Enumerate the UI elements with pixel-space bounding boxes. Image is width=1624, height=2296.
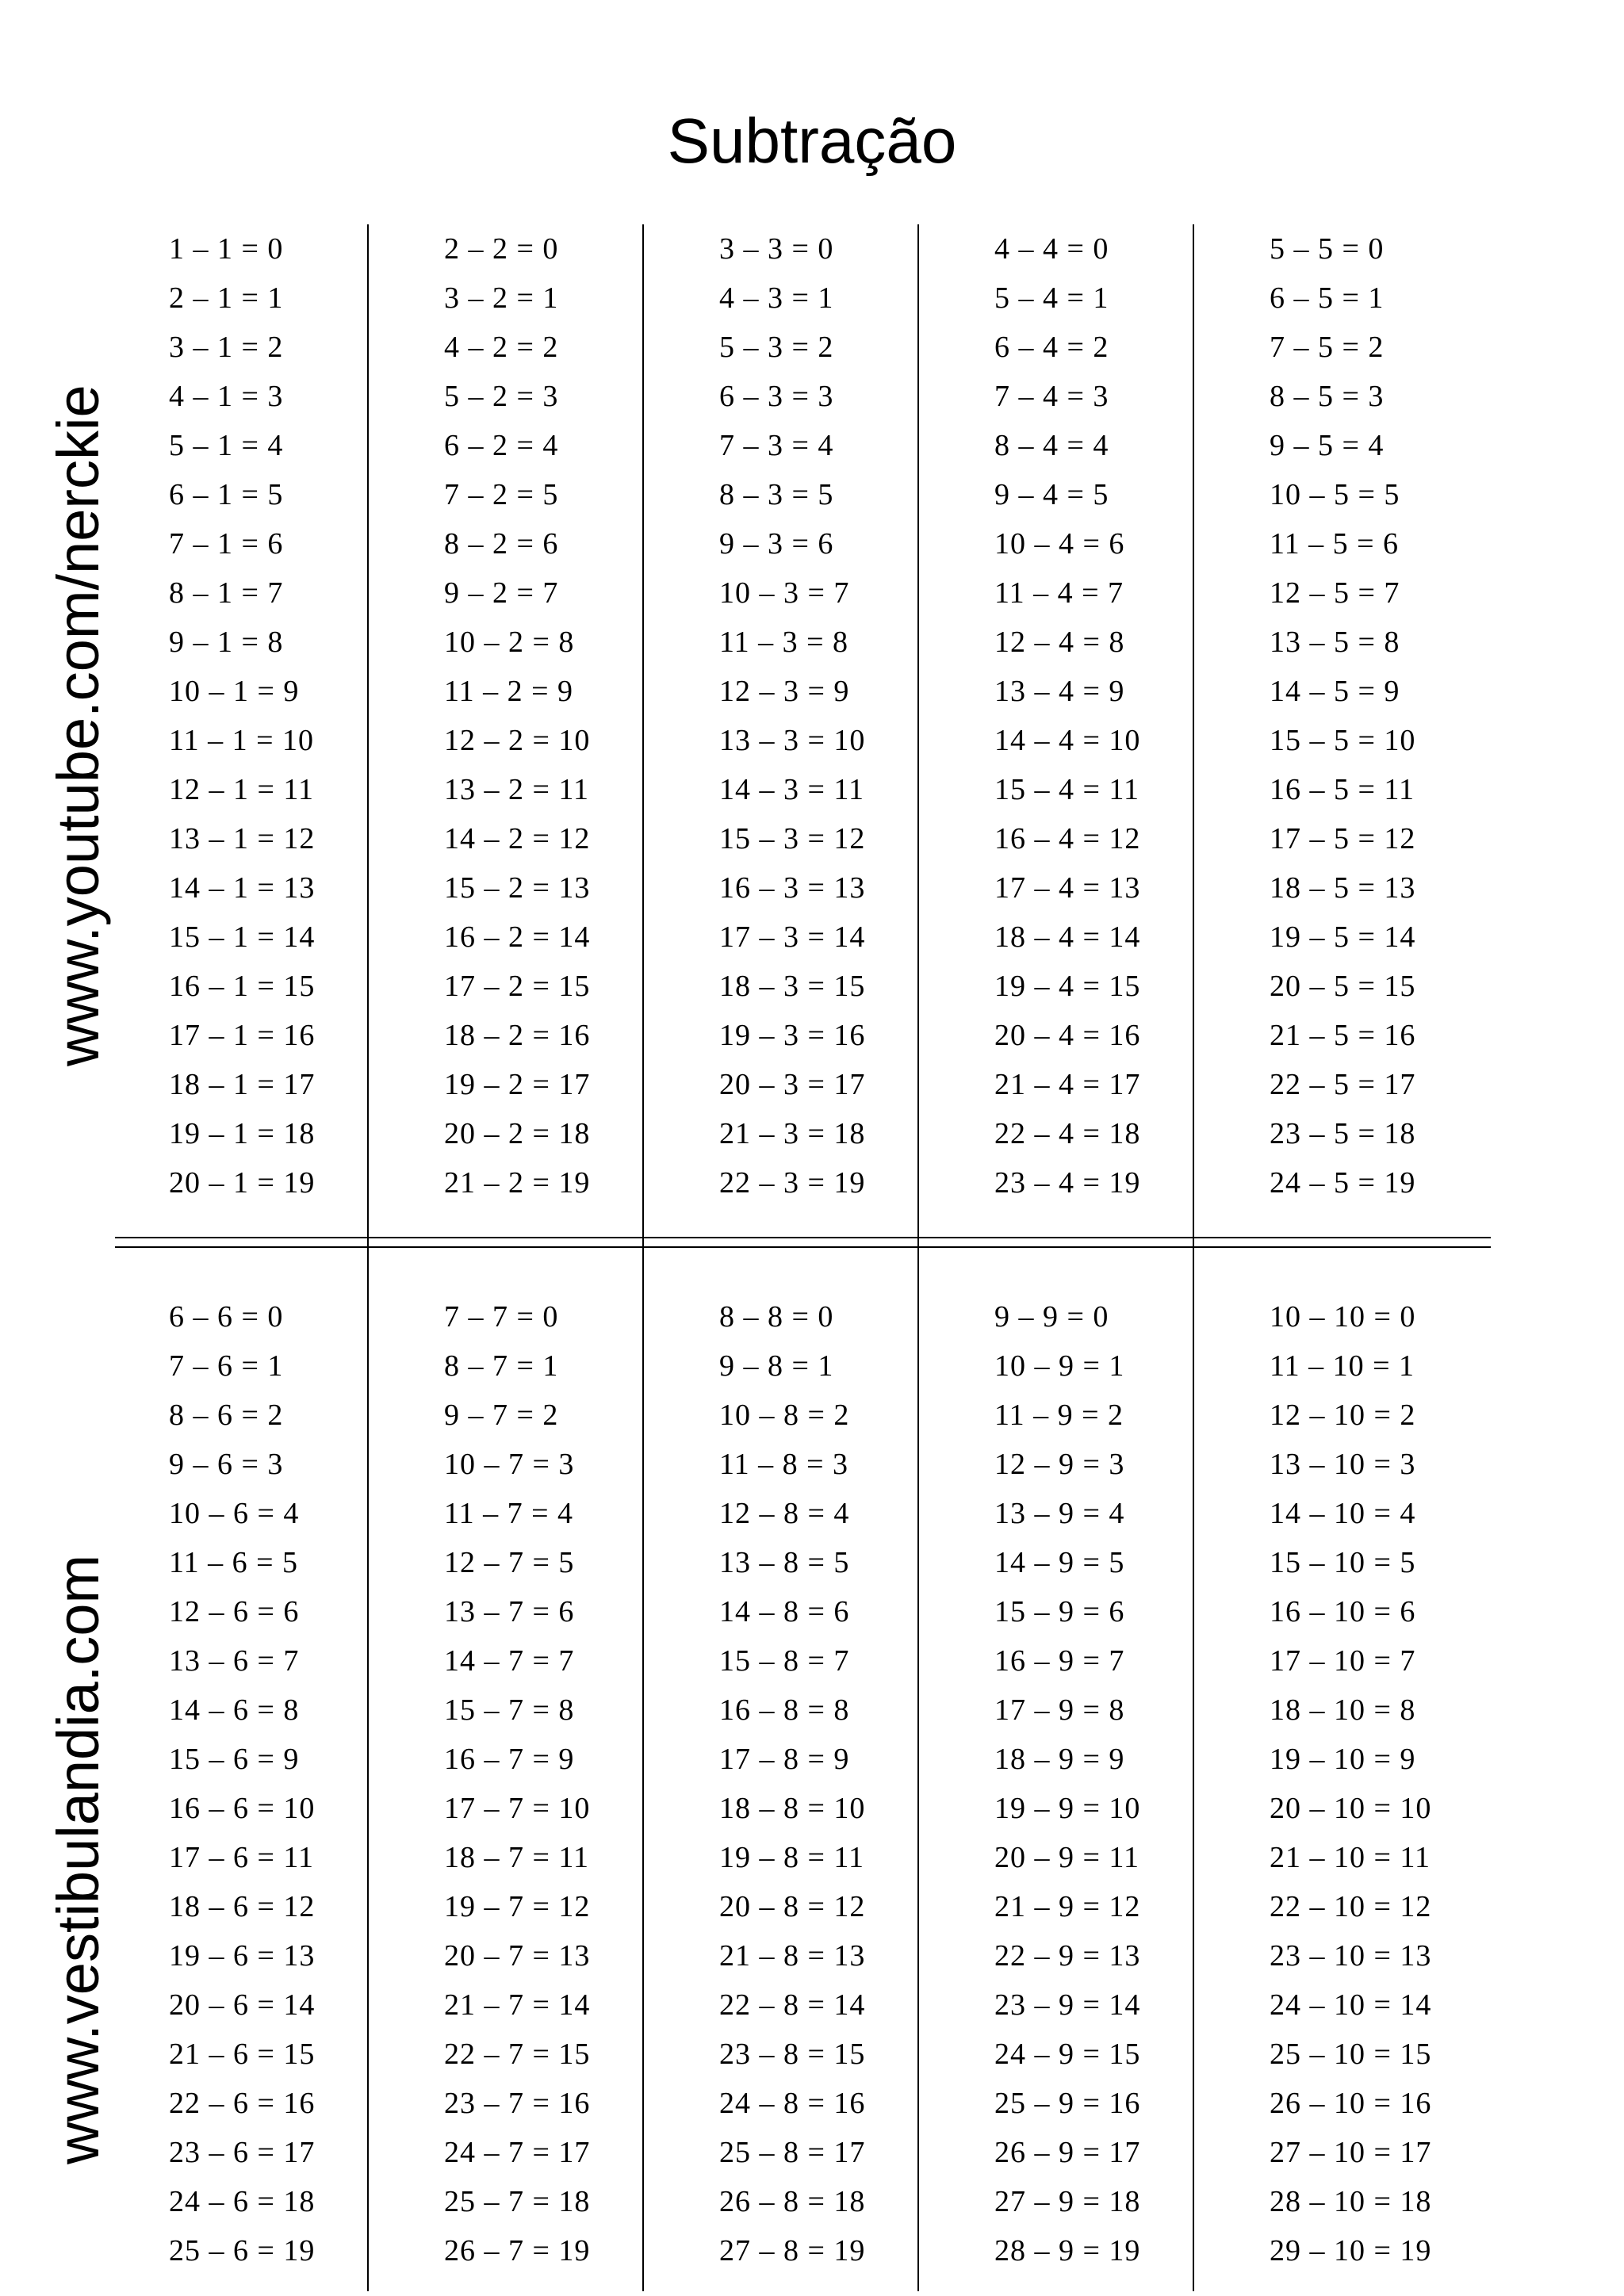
equation: 23 – 6 = 17 bbox=[169, 2136, 316, 2169]
equation: 4 – 3 = 1 bbox=[719, 281, 834, 315]
equation: 10 – 8 = 2 bbox=[719, 1399, 850, 1432]
equation: 9 – 7 = 2 bbox=[444, 1399, 559, 1432]
equation: 13 – 10 = 3 bbox=[1270, 1448, 1416, 1481]
equation: 25 – 9 = 16 bbox=[994, 2087, 1141, 2120]
equation: 11 – 8 = 3 bbox=[719, 1448, 849, 1481]
equation: 17 – 10 = 7 bbox=[1270, 1644, 1416, 1678]
equation: 19 – 8 = 11 bbox=[719, 1841, 865, 1874]
column-separator bbox=[1193, 224, 1194, 1255]
equation: 24 – 10 = 14 bbox=[1270, 1988, 1432, 2022]
equation: 11 – 6 = 5 bbox=[169, 1546, 299, 1579]
equation: 10 – 10 = 0 bbox=[1270, 1300, 1416, 1334]
equation: 16 – 1 = 15 bbox=[169, 970, 316, 1003]
equation: 3 – 2 = 1 bbox=[444, 281, 559, 315]
equation: 9 – 3 = 6 bbox=[719, 527, 834, 561]
equation: 5 – 3 = 2 bbox=[719, 331, 834, 364]
column-separator bbox=[367, 224, 369, 1255]
equation: 29 – 10 = 19 bbox=[1270, 2234, 1432, 2267]
equation: 16 – 3 = 13 bbox=[719, 871, 866, 905]
equation: 12 – 3 = 9 bbox=[719, 675, 850, 708]
equation: 13 – 2 = 11 bbox=[444, 773, 590, 806]
equation: 13 – 7 = 6 bbox=[444, 1595, 575, 1628]
equation: 12 – 9 = 3 bbox=[994, 1448, 1125, 1481]
equation: 21 – 8 = 13 bbox=[719, 1939, 866, 1973]
equation: 2 – 1 = 1 bbox=[169, 281, 284, 315]
equation: 15 – 8 = 7 bbox=[719, 1644, 850, 1678]
equation: 9 – 4 = 5 bbox=[994, 478, 1109, 511]
equation: 23 – 7 = 16 bbox=[444, 2087, 591, 2120]
equation: 13 – 4 = 9 bbox=[994, 675, 1125, 708]
page-title: Subtração bbox=[667, 105, 957, 176]
equation: 17 – 7 = 10 bbox=[444, 1792, 591, 1825]
equation: 6 – 4 = 2 bbox=[994, 331, 1109, 364]
equation: 6 – 3 = 3 bbox=[719, 380, 834, 413]
equation: 10 – 6 = 4 bbox=[169, 1497, 300, 1530]
equation: 5 – 4 = 1 bbox=[994, 281, 1109, 315]
equation: 18 – 4 = 14 bbox=[994, 920, 1141, 954]
equation: 6 – 1 = 5 bbox=[169, 478, 284, 511]
subtraction-table-bottom bbox=[115, 1292, 1491, 2275]
equation: 13 – 9 = 4 bbox=[994, 1497, 1125, 1530]
equation: 14 – 1 = 13 bbox=[169, 871, 316, 905]
equation: 17 – 3 = 14 bbox=[719, 920, 866, 954]
equation: 14 – 7 = 7 bbox=[444, 1644, 575, 1678]
equation-column bbox=[1216, 1292, 1491, 2275]
equation: 5 – 1 = 4 bbox=[169, 429, 284, 462]
equation: 20 – 9 = 11 bbox=[994, 1841, 1140, 1874]
equation: 11 – 7 = 4 bbox=[444, 1497, 574, 1530]
equation: 27 – 9 = 18 bbox=[994, 2185, 1141, 2218]
equation: 22 – 10 = 12 bbox=[1270, 1890, 1432, 1923]
equation: 20 – 3 = 17 bbox=[719, 1068, 866, 1101]
equation: 12 – 5 = 7 bbox=[1270, 576, 1400, 610]
equation-column bbox=[390, 224, 665, 1207]
equation: 26 – 8 = 18 bbox=[719, 2185, 866, 2218]
equation: 16 – 8 = 8 bbox=[719, 1693, 850, 1727]
equation: 18 – 8 = 10 bbox=[719, 1792, 866, 1825]
equation: 21 – 10 = 11 bbox=[1270, 1841, 1431, 1874]
equation: 7 – 5 = 2 bbox=[1270, 331, 1385, 364]
section-divider bbox=[115, 1246, 1491, 1248]
equation: 20 – 2 = 18 bbox=[444, 1117, 591, 1150]
column-separator bbox=[1193, 1249, 1194, 2291]
equation: 23 – 5 = 18 bbox=[1270, 1117, 1416, 1150]
column-separator bbox=[917, 1249, 919, 2291]
equation: 10 – 4 = 6 bbox=[994, 527, 1125, 561]
equation: 9 – 8 = 1 bbox=[719, 1349, 834, 1383]
equation: 16 – 7 = 9 bbox=[444, 1743, 575, 1776]
equation: 24 – 7 = 17 bbox=[444, 2136, 591, 2169]
equation-column bbox=[1216, 224, 1491, 1207]
equation: 14 – 10 = 4 bbox=[1270, 1497, 1416, 1530]
equation: 17 – 4 = 13 bbox=[994, 871, 1141, 905]
equation: 20 – 7 = 13 bbox=[444, 1939, 591, 1973]
equation: 18 – 5 = 13 bbox=[1270, 871, 1416, 905]
equation: 18 – 1 = 17 bbox=[169, 1068, 316, 1101]
equation: 20 – 4 = 16 bbox=[994, 1019, 1141, 1052]
equation: 15 – 10 = 5 bbox=[1270, 1546, 1416, 1579]
equation: 21 – 7 = 14 bbox=[444, 1988, 591, 2022]
equation: 14 – 5 = 9 bbox=[1270, 675, 1400, 708]
equation: 13 – 8 = 5 bbox=[719, 1546, 850, 1579]
equation: 15 – 2 = 13 bbox=[444, 871, 591, 905]
equation: 6 – 2 = 4 bbox=[444, 429, 559, 462]
equation: 23 – 10 = 13 bbox=[1270, 1939, 1432, 1973]
equation: 12 – 6 = 6 bbox=[169, 1595, 300, 1628]
equation: 5 – 5 = 0 bbox=[1270, 232, 1385, 266]
equation: 1 – 1 = 0 bbox=[169, 232, 284, 266]
equation: 19 – 3 = 16 bbox=[719, 1019, 866, 1052]
equation: 11 – 9 = 2 bbox=[994, 1399, 1124, 1432]
equation: 22 – 6 = 16 bbox=[169, 2087, 316, 2120]
side-watermark-vestibulandia: www.vestibulandia.com bbox=[45, 1554, 111, 2164]
equation: 24 – 5 = 19 bbox=[1270, 1166, 1416, 1200]
equation-column bbox=[115, 224, 390, 1207]
equation: 4 – 4 = 0 bbox=[994, 232, 1109, 266]
equation: 17 – 2 = 15 bbox=[444, 970, 591, 1003]
equation: 8 – 8 = 0 bbox=[719, 1300, 834, 1334]
column-separator bbox=[367, 1249, 369, 2291]
equation: 7 – 3 = 4 bbox=[719, 429, 834, 462]
equation: 14 – 8 = 6 bbox=[719, 1595, 850, 1628]
equation: 10 – 5 = 5 bbox=[1270, 478, 1400, 511]
equation: 4 – 1 = 3 bbox=[169, 380, 284, 413]
equation: 7 – 1 = 6 bbox=[169, 527, 284, 561]
equation: 17 – 5 = 12 bbox=[1270, 822, 1416, 855]
equation: 8 – 5 = 3 bbox=[1270, 380, 1385, 413]
equation: 8 – 2 = 6 bbox=[444, 527, 559, 561]
equation-column bbox=[940, 1292, 1216, 2275]
equation: 25 – 7 = 18 bbox=[444, 2185, 591, 2218]
equation-column bbox=[115, 1292, 390, 2275]
column-separator bbox=[642, 224, 644, 1255]
equation: 23 – 9 = 14 bbox=[994, 1988, 1141, 2022]
equation: 14 – 9 = 5 bbox=[994, 1546, 1125, 1579]
equation: 17 – 8 = 9 bbox=[719, 1743, 850, 1776]
column-separator bbox=[642, 1249, 644, 2291]
equation: 23 – 4 = 19 bbox=[994, 1166, 1141, 1200]
equation-column bbox=[390, 1292, 665, 2275]
equation: 26 – 7 = 19 bbox=[444, 2234, 591, 2267]
equation: 9 – 1 = 8 bbox=[169, 626, 284, 659]
equation: 15 – 6 = 9 bbox=[169, 1743, 300, 1776]
equation-column bbox=[940, 224, 1216, 1207]
equation: 19 – 9 = 10 bbox=[994, 1792, 1141, 1825]
equation: 19 – 1 = 18 bbox=[169, 1117, 316, 1150]
equation: 28 – 9 = 19 bbox=[994, 2234, 1141, 2267]
equation: 9 – 5 = 4 bbox=[1270, 429, 1385, 462]
equation: 7 – 7 = 0 bbox=[444, 1300, 559, 1334]
equation: 16 – 6 = 10 bbox=[169, 1792, 316, 1825]
equation: 13 – 5 = 8 bbox=[1270, 626, 1400, 659]
equation: 22 – 9 = 13 bbox=[994, 1939, 1141, 1973]
equation: 14 – 3 = 11 bbox=[719, 773, 865, 806]
equation: 24 – 8 = 16 bbox=[719, 2087, 866, 2120]
equation: 9 – 6 = 3 bbox=[169, 1448, 284, 1481]
equation: 21 – 5 = 16 bbox=[1270, 1019, 1416, 1052]
equation: 11 – 1 = 10 bbox=[169, 724, 315, 757]
equation: 22 – 8 = 14 bbox=[719, 1988, 866, 2022]
equation: 15 – 4 = 11 bbox=[994, 773, 1140, 806]
equation: 20 – 8 = 12 bbox=[719, 1890, 866, 1923]
equation: 10 – 3 = 7 bbox=[719, 576, 850, 610]
equation: 10 – 7 = 3 bbox=[444, 1448, 575, 1481]
equation: 8 – 1 = 7 bbox=[169, 576, 284, 610]
equation: 21 – 6 = 15 bbox=[169, 2038, 316, 2071]
equation: 12 – 8 = 4 bbox=[719, 1497, 850, 1530]
equation: 24 – 9 = 15 bbox=[994, 2038, 1141, 2071]
equation: 13 – 3 = 10 bbox=[719, 724, 866, 757]
equation: 12 – 7 = 5 bbox=[444, 1546, 575, 1579]
equation: 19 – 10 = 9 bbox=[1270, 1743, 1416, 1776]
equation: 18 – 7 = 11 bbox=[444, 1841, 590, 1874]
equation: 19 – 7 = 12 bbox=[444, 1890, 591, 1923]
equation: 22 – 4 = 18 bbox=[994, 1117, 1141, 1150]
equation: 16 – 10 = 6 bbox=[1270, 1595, 1416, 1628]
equation: 7 – 6 = 1 bbox=[169, 1349, 284, 1383]
equation-column bbox=[665, 224, 940, 1207]
equation: 26 – 10 = 16 bbox=[1270, 2087, 1432, 2120]
equation: 21 – 9 = 12 bbox=[994, 1890, 1141, 1923]
equation: 8 – 3 = 5 bbox=[719, 478, 834, 511]
equation: 18 – 6 = 12 bbox=[169, 1890, 316, 1923]
equation: 8 – 7 = 1 bbox=[444, 1349, 559, 1383]
equation: 11 – 10 = 1 bbox=[1270, 1349, 1415, 1383]
equation: 10 – 1 = 9 bbox=[169, 675, 300, 708]
equation: 8 – 6 = 2 bbox=[169, 1399, 284, 1432]
equation: 10 – 9 = 1 bbox=[994, 1349, 1125, 1383]
equation: 25 – 10 = 15 bbox=[1270, 2038, 1432, 2071]
equation: 20 – 6 = 14 bbox=[169, 1988, 316, 2022]
equation: 22 – 3 = 19 bbox=[719, 1166, 866, 1200]
equation: 7 – 4 = 3 bbox=[994, 380, 1109, 413]
equation: 22 – 5 = 17 bbox=[1270, 1068, 1416, 1101]
equation: 20 – 5 = 15 bbox=[1270, 970, 1416, 1003]
equation: 25 – 6 = 19 bbox=[169, 2234, 316, 2267]
equation: 16 – 2 = 14 bbox=[444, 920, 591, 954]
equation: 21 – 3 = 18 bbox=[719, 1117, 866, 1150]
equation: 23 – 8 = 15 bbox=[719, 2038, 866, 2071]
equation: 19 – 4 = 15 bbox=[994, 970, 1141, 1003]
equation: 27 – 8 = 19 bbox=[719, 2234, 866, 2267]
column-separator bbox=[917, 224, 919, 1255]
equation: 12 – 1 = 11 bbox=[169, 773, 315, 806]
equation: 3 – 1 = 2 bbox=[169, 331, 284, 364]
equation: 14 – 4 = 10 bbox=[994, 724, 1141, 757]
equation: 2 – 2 = 0 bbox=[444, 232, 559, 266]
equation-column bbox=[665, 1292, 940, 2275]
equation: 17 – 9 = 8 bbox=[994, 1693, 1125, 1727]
equation: 21 – 4 = 17 bbox=[994, 1068, 1141, 1101]
equation: 4 – 2 = 2 bbox=[444, 331, 559, 364]
equation: 10 – 2 = 8 bbox=[444, 626, 575, 659]
equation: 14 – 2 = 12 bbox=[444, 822, 591, 855]
equation: 15 – 7 = 8 bbox=[444, 1693, 575, 1727]
equation: 11 – 3 = 8 bbox=[719, 626, 849, 659]
equation: 25 – 8 = 17 bbox=[719, 2136, 866, 2169]
equation: 28 – 10 = 18 bbox=[1270, 2185, 1432, 2218]
equation: 19 – 6 = 13 bbox=[169, 1939, 316, 1973]
equation: 26 – 9 = 17 bbox=[994, 2136, 1141, 2169]
equation: 27 – 10 = 17 bbox=[1270, 2136, 1432, 2169]
equation: 12 – 4 = 8 bbox=[994, 626, 1125, 659]
equation: 11 – 2 = 9 bbox=[444, 675, 574, 708]
equation: 16 – 5 = 11 bbox=[1270, 773, 1415, 806]
equation: 5 – 2 = 3 bbox=[444, 380, 559, 413]
equation: 11 – 4 = 7 bbox=[994, 576, 1124, 610]
equation: 12 – 2 = 10 bbox=[444, 724, 591, 757]
equation: 18 – 10 = 8 bbox=[1270, 1693, 1416, 1727]
equation: 17 – 1 = 16 bbox=[169, 1019, 316, 1052]
equation: 19 – 2 = 17 bbox=[444, 1068, 591, 1101]
equation: 15 – 9 = 6 bbox=[994, 1595, 1125, 1628]
section-divider bbox=[115, 1237, 1491, 1238]
equation: 8 – 4 = 4 bbox=[994, 429, 1109, 462]
equation: 16 – 4 = 12 bbox=[994, 822, 1141, 855]
equation: 24 – 6 = 18 bbox=[169, 2185, 316, 2218]
equation: 9 – 2 = 7 bbox=[444, 576, 559, 610]
equation: 15 – 3 = 12 bbox=[719, 822, 866, 855]
equation: 22 – 7 = 15 bbox=[444, 2038, 591, 2071]
equation: 20 – 1 = 19 bbox=[169, 1166, 316, 1200]
equation: 20 – 10 = 10 bbox=[1270, 1792, 1432, 1825]
side-watermark-youtube: www.youtube.com/nerckie bbox=[45, 385, 111, 1066]
equation: 12 – 10 = 2 bbox=[1270, 1399, 1416, 1432]
equation: 16 – 9 = 7 bbox=[994, 1644, 1125, 1678]
equation: 14 – 6 = 8 bbox=[169, 1693, 300, 1727]
equation: 18 – 3 = 15 bbox=[719, 970, 866, 1003]
subtraction-table-top bbox=[115, 224, 1491, 1207]
equation: 17 – 6 = 11 bbox=[169, 1841, 315, 1874]
equation: 18 – 2 = 16 bbox=[444, 1019, 591, 1052]
equation: 18 – 9 = 9 bbox=[994, 1743, 1125, 1776]
equation: 9 – 9 = 0 bbox=[994, 1300, 1109, 1334]
equation: 3 – 3 = 0 bbox=[719, 232, 834, 266]
equation: 19 – 5 = 14 bbox=[1270, 920, 1416, 954]
equation: 6 – 5 = 1 bbox=[1270, 281, 1385, 315]
equation: 7 – 2 = 5 bbox=[444, 478, 559, 511]
equation: 15 – 1 = 14 bbox=[169, 920, 316, 954]
equation: 15 – 5 = 10 bbox=[1270, 724, 1416, 757]
equation: 13 – 1 = 12 bbox=[169, 822, 316, 855]
equation: 13 – 6 = 7 bbox=[169, 1644, 300, 1678]
equation: 6 – 6 = 0 bbox=[169, 1300, 284, 1334]
equation: 11 – 5 = 6 bbox=[1270, 527, 1400, 561]
equation: 21 – 2 = 19 bbox=[444, 1166, 591, 1200]
